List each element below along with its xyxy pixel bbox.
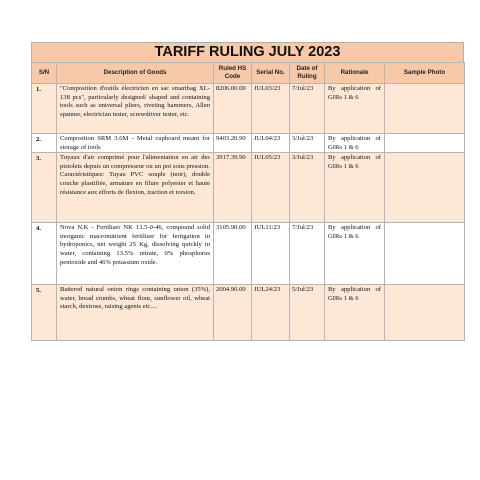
tariff-ruling-sheet [31, 42, 464, 341]
row-sn: 4. [32, 223, 57, 285]
table-row [32, 223, 465, 285]
table-row [32, 134, 465, 153]
row-hs-code: 8206.00.00 [214, 84, 252, 134]
row-date: 3/Jul/23 [290, 153, 325, 223]
row-photo [385, 223, 465, 285]
row-description: Tuyaux d'air comprimé pour l'alimentation en air des pistolets depuis un compresseur ou un pot sous pression. Caractéristiques: Tuyau PVC souple (noir), double couche plastifiée, armature en filure polyester et haute résistance aux efforts de flexion, traction et torsion. [57, 153, 214, 223]
row-serial: JUL11/23 [252, 223, 290, 285]
col-header-sn: S/N [32, 63, 57, 84]
row-date: 7/Jul/23 [290, 223, 325, 285]
row-serial: JUL05/23 [252, 153, 290, 223]
header-row [32, 63, 465, 84]
rulings-table [31, 62, 465, 341]
row-photo [385, 84, 465, 134]
col-header-rationale: Rationale [325, 63, 385, 84]
row-description: Battered natural onion rings containing onion (35%), water, bread crumbs, wheat flour, sunflower oil, wheat starch, dextrose, raising agents etc.... [57, 285, 214, 341]
row-date: 5/Jul/23 [290, 285, 325, 341]
row-date: 3/Jul/23 [290, 134, 325, 153]
row-description: Composition SRM 3.6M - Metal cupboard meant for storage of tools [57, 134, 214, 153]
row-rationale: By application of GIRs 1 & 6 [325, 153, 385, 223]
row-sn: 2. [32, 134, 57, 153]
col-header-serial: Serial No. [252, 63, 290, 84]
row-rationale: By application of GIRs 1 & 6 [325, 134, 385, 153]
row-hs-code: 2004.90.00 [214, 285, 252, 341]
row-photo [385, 285, 465, 341]
col-header-hs-code: Ruled HS Code [214, 63, 252, 84]
row-sn: 1. [32, 84, 57, 134]
row-description: "Composition d'outils électricien en sac smartbag XL-138 pcs", particularly designed/ shaped and containing tools such as universal pliers, riveting hammers, Allen spanner, electrician tester, screwdriver tester, etc. [57, 84, 214, 134]
row-sn: 3. [32, 153, 57, 223]
row-sn: 5. [32, 285, 57, 341]
row-serial: JUL04/23 [252, 134, 290, 153]
page-title: TARIFF RULING JULY 2023 [31, 42, 464, 62]
row-photo [385, 153, 465, 223]
row-photo [385, 134, 465, 153]
row-serial: JUL24/23 [252, 285, 290, 341]
row-serial: JUL03/23 [252, 84, 290, 134]
row-description: Nova N.K - Fertiliser NK 13.5-0-46, compound solid inorganic macronutrient fertiliser for fertigation in hydroponics, net weight 25 Kg, dissolving quickly in water, containing 13.5% nitrate, 0% phosphorus pentoxide and 46% potassium oxide. [57, 223, 214, 285]
row-hs-code: 3917.39.90 [214, 153, 252, 223]
row-date: 7/Jul/23 [290, 84, 325, 134]
col-header-photo: Sample Photo [385, 63, 465, 84]
row-hs-code: 9403.20.90 [214, 134, 252, 153]
row-rationale: By application of GIRs 1 & 6 [325, 84, 385, 134]
table-row [32, 153, 465, 223]
row-rationale: By application of GIRs 1 & 6 [325, 223, 385, 285]
row-rationale: By application of GIRs 1 & 6 [325, 285, 385, 341]
table-row [32, 84, 465, 134]
table-row [32, 285, 465, 341]
row-hs-code: 3105.90.00 [214, 223, 252, 285]
col-header-description: Description of Goods [57, 63, 214, 84]
col-header-date: Date of Ruling [290, 63, 325, 84]
